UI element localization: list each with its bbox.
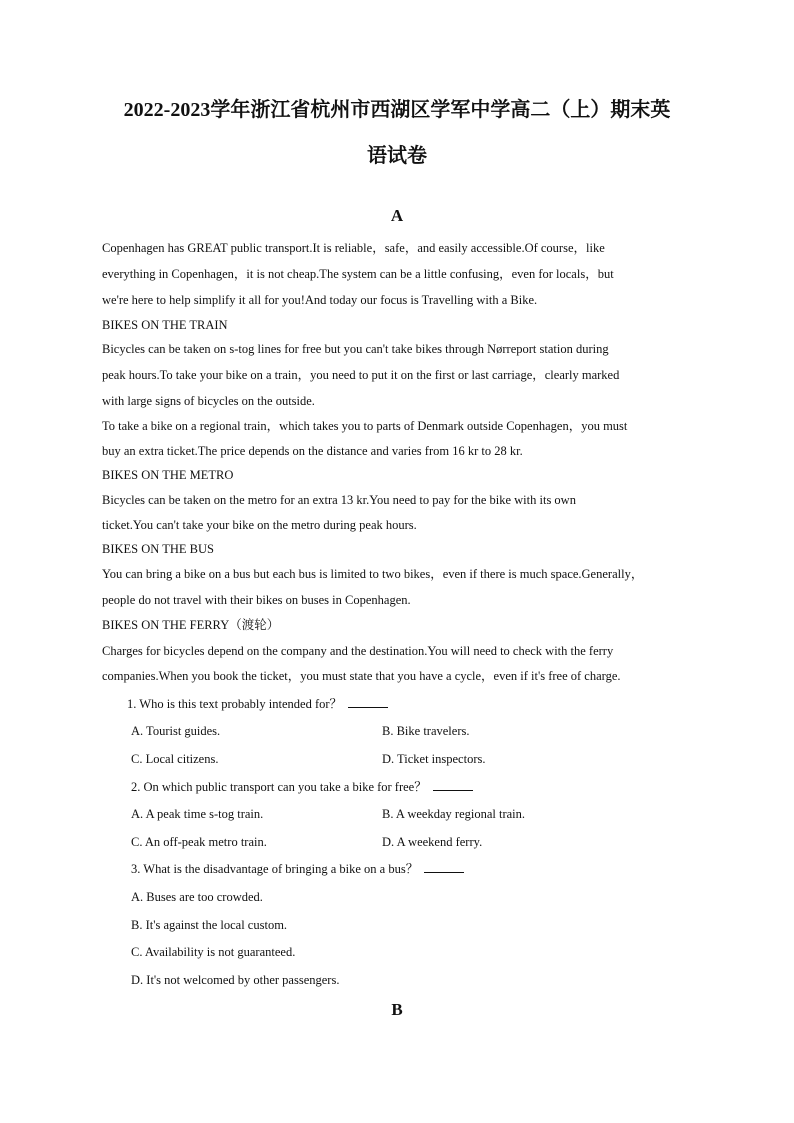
passage-line: Copenhagen has GREAT public transport.It is reliable，safe，and easily accessible.Of course，like [102, 241, 605, 255]
passage-line: You can bring a bike on a bus but each bus is limited to two bikes，even if there is much space.Generally， [102, 567, 644, 581]
answer-blank[interactable] [348, 696, 388, 708]
option-b[interactable]: B. Bike travelers. [382, 724, 470, 738]
option-b[interactable]: B. A weekday regional train. [382, 807, 526, 821]
passage-subheading: BIKES ON THE FERRY（渡轮） [102, 618, 280, 632]
passage-line: people do not travel with their bikes on buses in Copenhagen. [102, 593, 411, 607]
option-b[interactable]: B. It's against the local custom. [131, 918, 288, 932]
option-a[interactable]: A. Tourist guides. [131, 724, 221, 738]
passage-line: buy an extra ticket.The price depends on the distance and varies from 16 kr to 28 kr. [102, 444, 523, 458]
passage-line: peak hours.To take your bike on a train，you need to put it on the first or last carriage，clearly marked [102, 368, 620, 382]
title-line-1: 2022-2023学年浙江省杭州市西湖区学军中学高二（上）期末英 [123, 99, 671, 121]
passage-line: we're here to help simplify it all for you!And today our focus is Travelling with a Bike. [102, 293, 538, 307]
question-stem: 3. What is the disadvantage of bringing a bike on a bus？ [131, 861, 464, 877]
option-c[interactable]: C. Availability is not guaranteed. [131, 945, 296, 959]
passage-subheading: BIKES ON THE TRAIN [102, 318, 228, 332]
option-a[interactable]: A. A peak time s-tog train. [131, 807, 264, 821]
title-line-2: 语试卷 [367, 145, 427, 167]
section-a-heading: A [390, 206, 404, 225]
passage-line: Bicycles can be taken on the metro for an extra 13 kr.You need to pay for the bike with its own [102, 493, 576, 507]
option-d[interactable]: D. Ticket inspectors. [382, 752, 486, 766]
answer-blank[interactable] [424, 861, 464, 873]
passage-line: with large signs of bicycles on the outside. [102, 394, 315, 408]
passage-line: everything in Copenhagen，it is not cheap.The system can be a little confusing，even for locals，but [102, 267, 614, 281]
section-b-heading: B [391, 1000, 403, 1019]
passage-line: companies.When you book the ticket，you must state that you have a cycle，even if it's free of charge. [102, 669, 621, 683]
option-c[interactable]: C. An off-peak metro train. [131, 835, 267, 849]
question-stem: 2. On which public transport can you take a bike for free？ [131, 779, 473, 795]
option-a[interactable]: A. Buses are too crowded. [131, 890, 263, 904]
option-d[interactable]: D. A weekend ferry. [382, 835, 483, 849]
option-c[interactable]: C. Local citizens. [131, 752, 219, 766]
passage-line: Charges for bicycles depend on the company and the destination.You will need to check with the ferry [102, 644, 614, 658]
passage-subheading: BIKES ON THE BUS [102, 542, 214, 556]
passage-line: Bicycles can be taken on s-tog lines for free but you can't take bikes through Nørreport station during [102, 342, 609, 356]
passage-line: To take a bike on a regional train，which takes you to parts of Denmark outside Copenhagen，you must [102, 419, 628, 433]
passage-line: ticket.You can't take your bike on the metro during peak hours. [102, 518, 417, 532]
option-d[interactable]: D. It's not welcomed by other passengers. [131, 973, 340, 987]
answer-blank[interactable] [433, 779, 473, 791]
passage-subheading: BIKES ON THE METRO [102, 468, 234, 482]
question-stem: 1. Who is this text probably intended for？ [127, 696, 388, 712]
